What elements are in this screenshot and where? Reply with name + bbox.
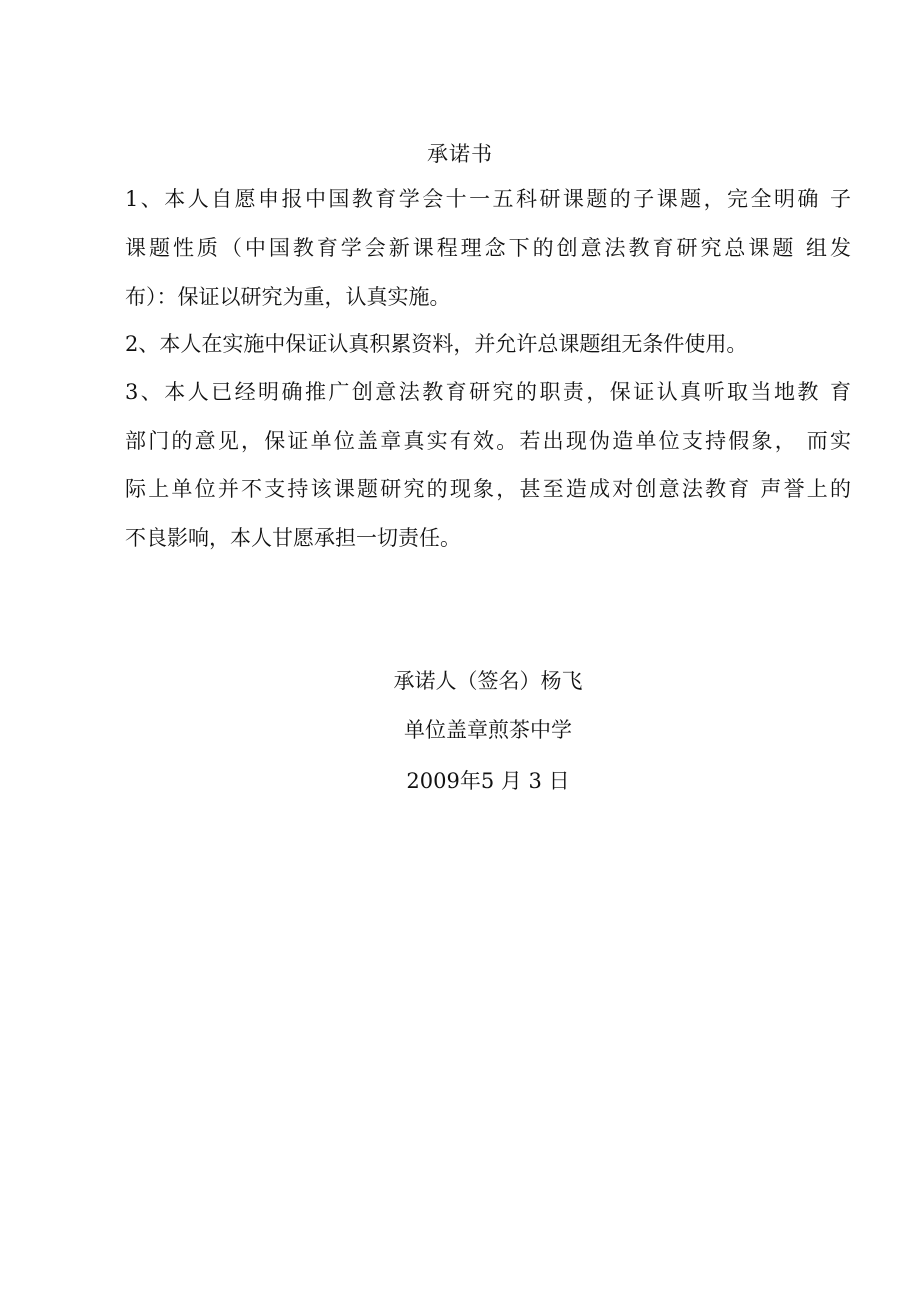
clause-3-line-4: 不良影响，本人甘愿承担一切责任。 <box>125 526 461 550</box>
clause-3-line-3: 际上单位并不支持该课题研究的现象，甚至造成对创意法教育 声誉上的 <box>125 477 851 501</box>
clause-1-line-1: 1、本人自愿申报中国教育学会十一五科研课题的子课题，完全明确 子 <box>125 187 851 211</box>
clause-1-line-2: 课题性质（中国教育学会新课程理念下的创意法教育研究总课题 组发 <box>125 236 851 260</box>
unit-seal: 单位盖章煎茶中学 <box>404 718 572 742</box>
document-title: 承诺书 <box>427 142 493 166</box>
clause-1-line-3: 布）：保证以研究为重，认真实施。 <box>125 285 451 309</box>
clause-2-line-1: 2、本人在实施中保证认真积累资料，并允许总课题组无条件使用。 <box>125 332 748 356</box>
signature-date: 2009年5 月 3 日 <box>406 769 570 793</box>
pledger-signature: 承诺人（签名）杨飞 <box>393 669 583 693</box>
clause-3-line-2: 部门的意见，保证单位盖章真实有效。若出现伪造单位支持假象， 而实 <box>125 429 851 453</box>
clause-3-line-1: 3、本人已经明确推广创意法教育研究的职责，保证认真听取当地教 育 <box>125 380 851 404</box>
